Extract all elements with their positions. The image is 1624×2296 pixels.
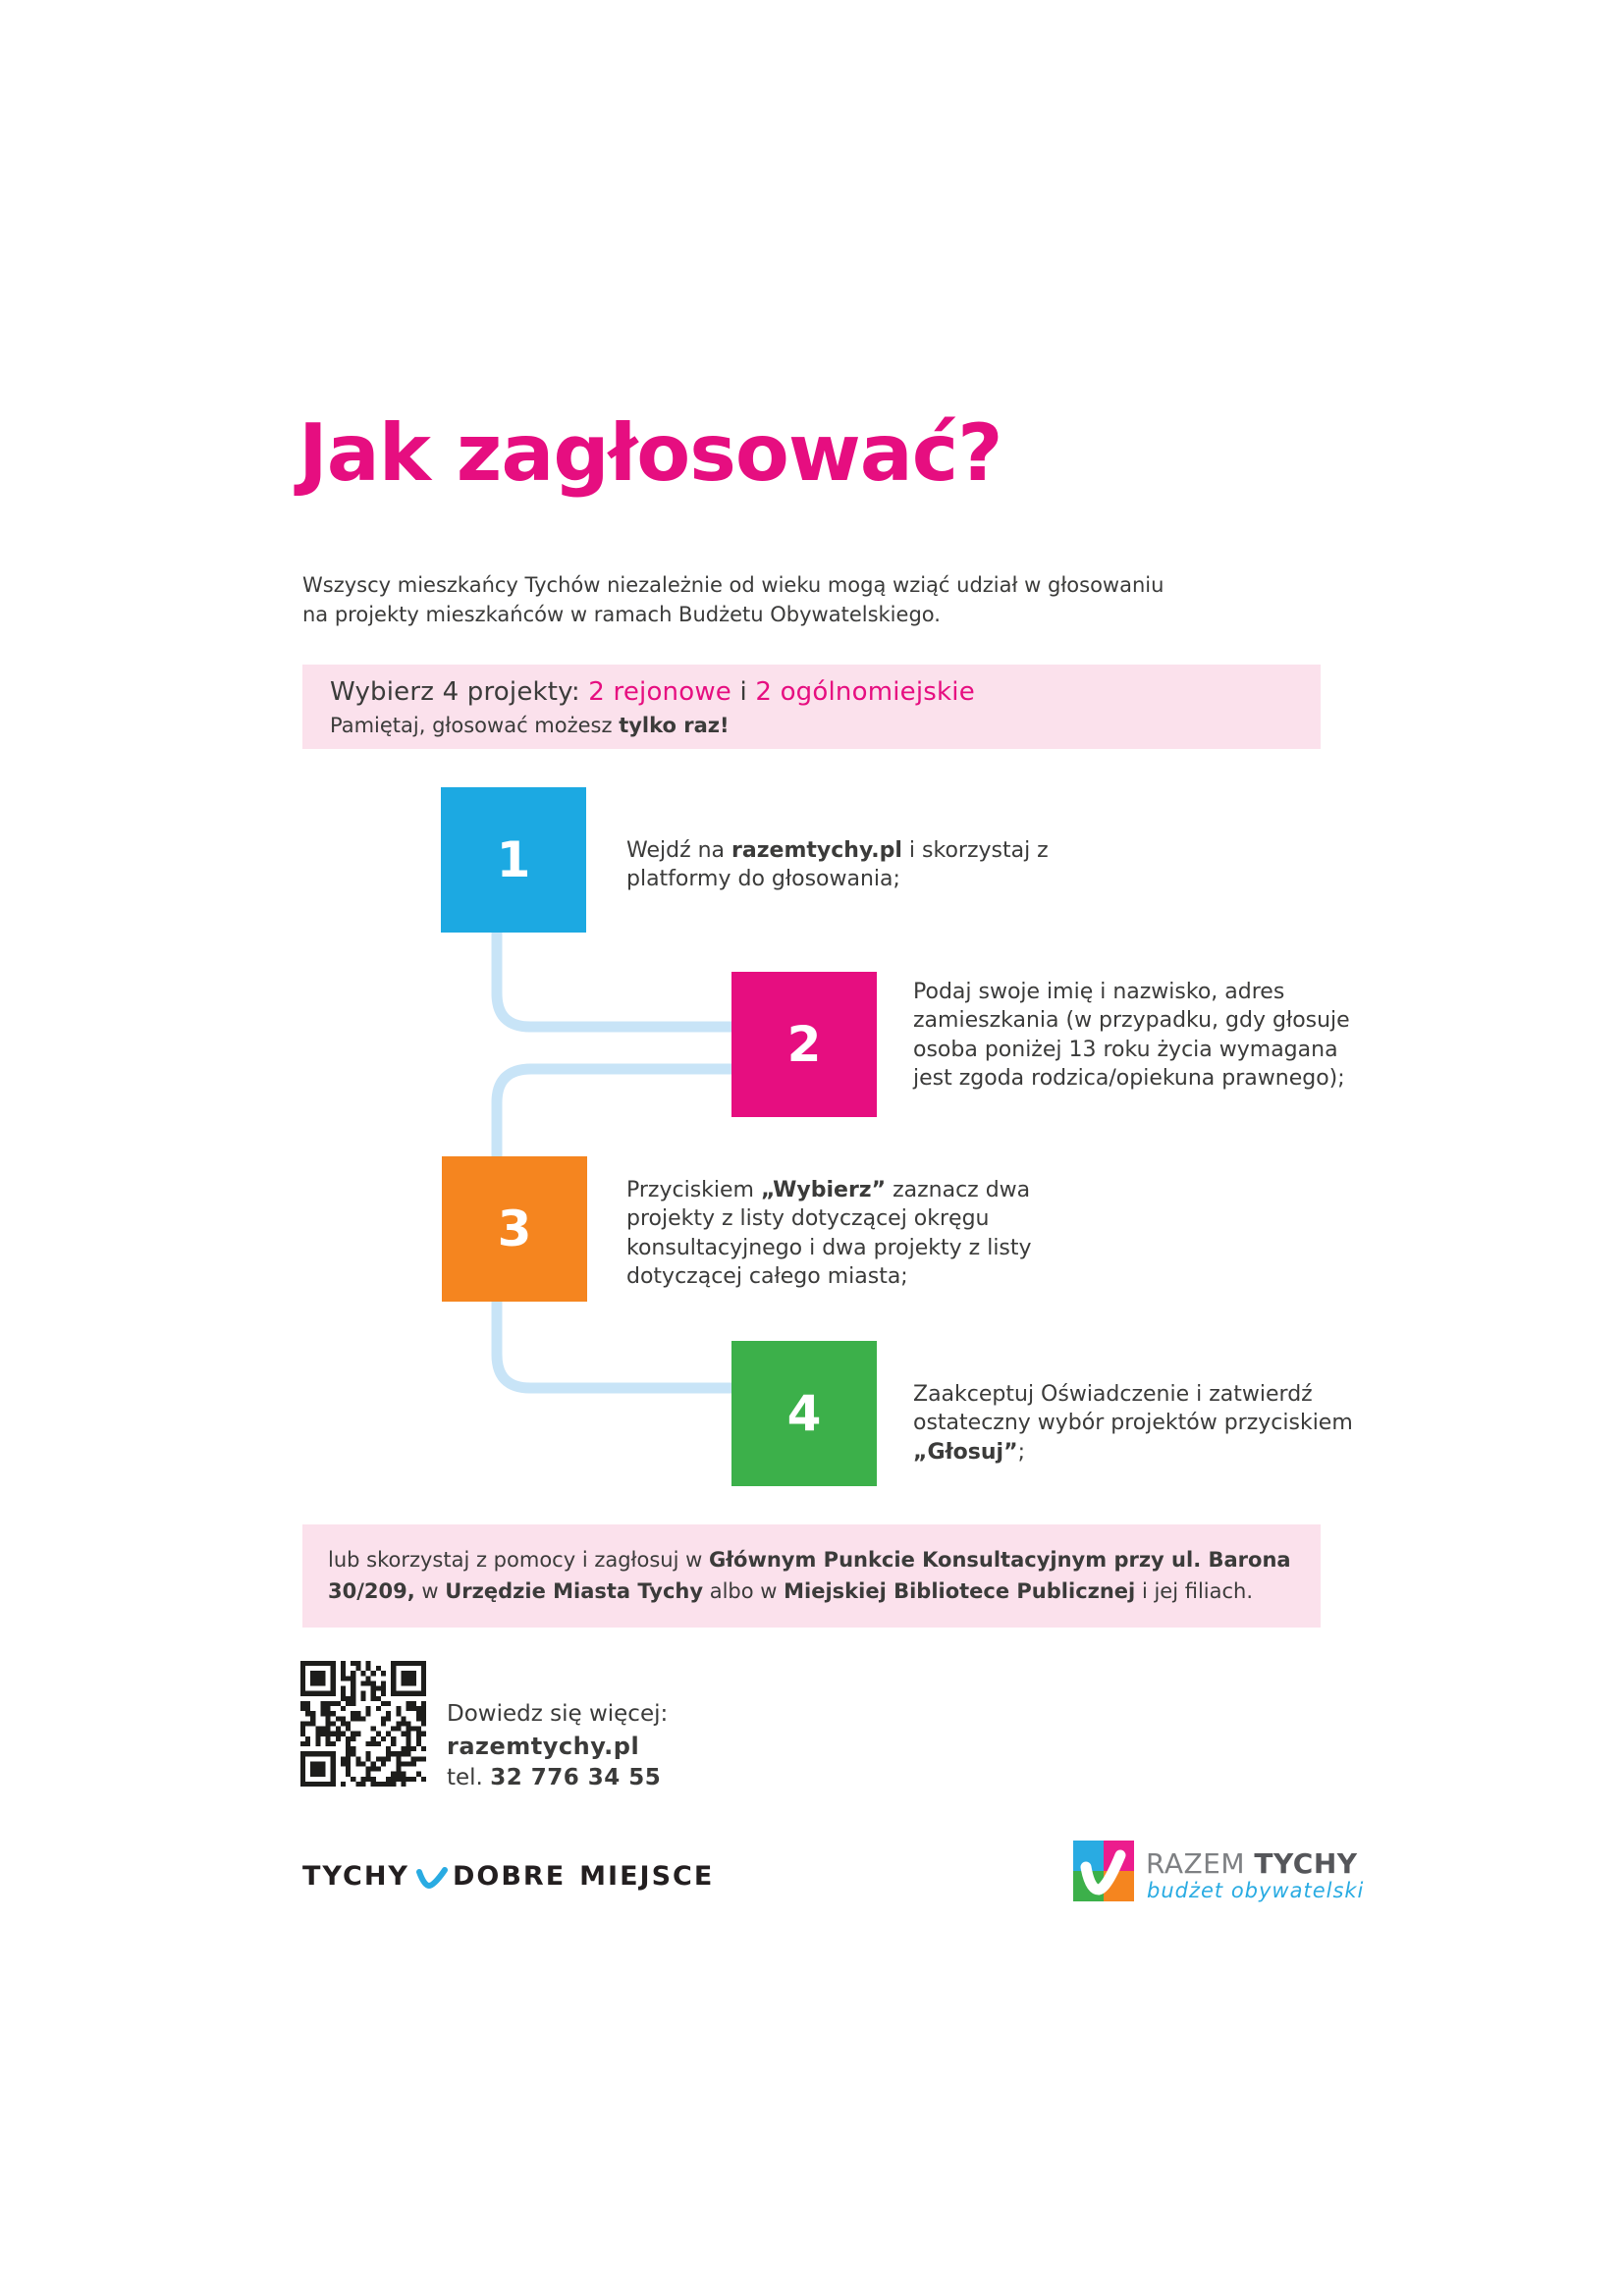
step-2-square bbox=[731, 972, 877, 1117]
connector-3-4 bbox=[497, 1300, 734, 1388]
step-3-text: Przyciskiem „Wybierz” zaznacz dwa projekty z listy dotyczącej okręgu konsultacyjnego i dwa projekty z listy dotyczącej całego miasta; bbox=[626, 1178, 1032, 1290]
qr-finder-top-right bbox=[391, 1661, 426, 1696]
step-1-square bbox=[441, 787, 586, 933]
qr-finder-bottom-left bbox=[300, 1751, 336, 1787]
step-4-text: Zaakceptuj Oświadczenie i zatwierdź ostateczny wybór projektów przyciskiem „Głosuj”; bbox=[913, 1382, 1353, 1465]
blue-check-icon bbox=[415, 1865, 449, 1891]
razem-tychy-logo-subtitle: budżet obywatelski bbox=[1147, 1879, 1365, 1902]
contact-phone: tel. 32 776 34 55 bbox=[447, 1764, 662, 1790]
tychy-logo-word-1: TYCHY bbox=[302, 1861, 409, 1892]
banner-prefix: Wybierz 4 projekty: bbox=[330, 677, 589, 707]
step-1-number: 1 bbox=[496, 831, 531, 888]
instruction-banner-line2 bbox=[330, 714, 1293, 737]
tychy-logo-word-3: MIEJSCE bbox=[579, 1861, 715, 1892]
step-1-text: Wejdź na razemtychy.pl i skorzystaj z platformy do głosowania; bbox=[626, 838, 1049, 892]
step-4-number: 4 bbox=[786, 1385, 822, 1442]
step-2-number: 2 bbox=[786, 1016, 822, 1073]
razem-tychy-logo-icon bbox=[1073, 1841, 1134, 1901]
contact-website: razemtychy.pl bbox=[447, 1732, 640, 1760]
step-4-square bbox=[731, 1341, 877, 1486]
tychy-dobre-miejsce-logo bbox=[302, 1861, 714, 1892]
contact-more-label: Dowiedz się więcej: bbox=[447, 1701, 669, 1727]
tychy-logo-word-2: DOBRE bbox=[452, 1861, 567, 1892]
step-3-number: 3 bbox=[497, 1201, 532, 1257]
step-3-square bbox=[442, 1156, 587, 1302]
connector-1-2 bbox=[497, 931, 734, 1027]
qr-finder-top-left bbox=[300, 1661, 336, 1696]
step-2-text: Podaj swoje imię i nazwisko, adres zamieszkania (w przypadku, gdy głosuje osoba poniżej 13 roku życia wymagana jest zgoda rodzica/opiekuna prawnego); bbox=[913, 980, 1350, 1092]
qr-code bbox=[300, 1661, 426, 1787]
page-title: Jak zagłosować? bbox=[298, 407, 1002, 499]
banner-highlight-2: 2 ogólnomiejskie bbox=[755, 677, 975, 707]
instruction-banner-line1 bbox=[330, 677, 1293, 707]
banner-highlight-1: 2 rejonowe bbox=[588, 677, 731, 707]
banner-mid: i bbox=[731, 677, 756, 707]
help-banner: lub skorzystaj z pomocy i zagłosuj w Głównym Punkcie Konsultacyjnym przy ul. Barona 30/209, w Urzędzie Miasta Tychy albo w Miejskiej Bibliotece Publicznej i jej filiach. bbox=[302, 1524, 1321, 1628]
connector-2-3 bbox=[497, 1069, 734, 1158]
banner-line2-prefix: Pamiętaj, głosować możesz bbox=[330, 714, 620, 737]
banner-line2-bold: tylko raz! bbox=[619, 714, 730, 737]
instruction-banner bbox=[302, 665, 1321, 749]
intro-text bbox=[302, 570, 1164, 630]
intro-line-2: na projekty mieszkańców w ramach Budżetu Obywatelskiego. bbox=[302, 603, 941, 627]
intro-line-1: Wszyscy mieszkańcy Tychów niezależnie od wieku mogą wziąć udział w głosowaniu bbox=[302, 573, 1164, 597]
contact-block bbox=[447, 1699, 668, 1794]
razem-tychy-logo-text: RAZEM TYCHY bbox=[1146, 1847, 1358, 1880]
